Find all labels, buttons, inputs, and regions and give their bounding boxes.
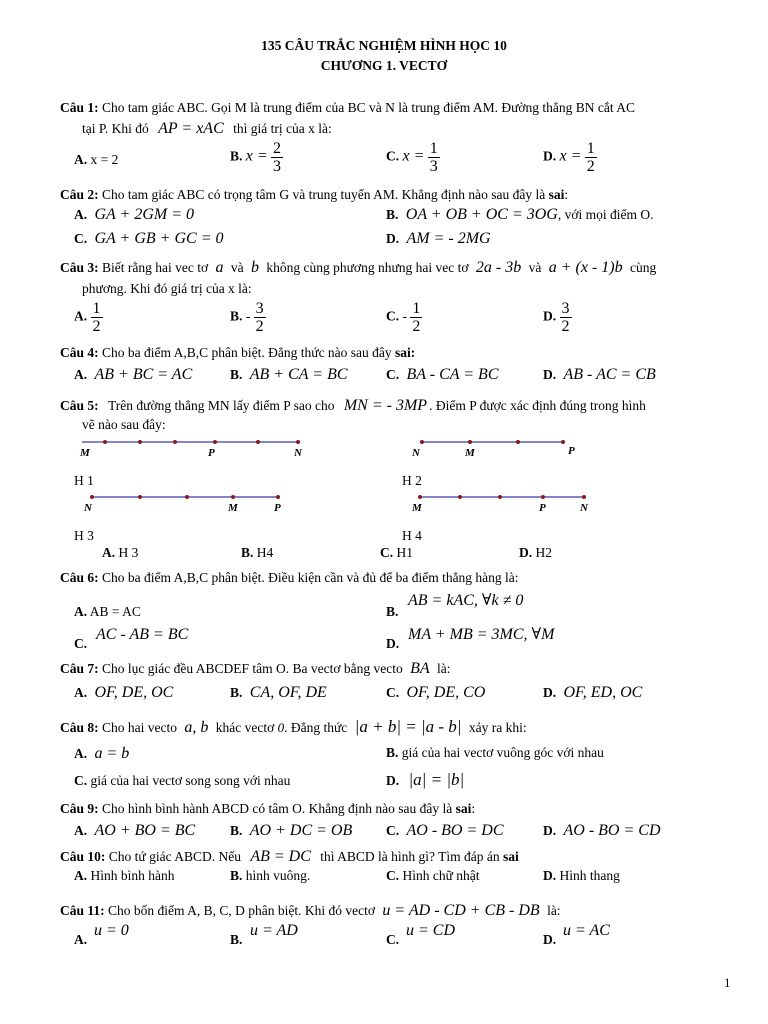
option-key: C.	[380, 545, 394, 560]
q3-text: không cùng phương nhưng hai vec tơ	[266, 260, 469, 275]
q7-label: Câu 7:	[60, 661, 99, 676]
h3-label-p: P	[274, 502, 281, 514]
option-key: B.	[241, 545, 254, 560]
q4-emph: sai:	[395, 345, 416, 360]
denominator: 2	[92, 318, 101, 335]
option-key: A.	[74, 604, 88, 619]
q1-text1: Cho tam giác ABC. Gọi M là trung điểm của BC và N là trung điểm AM. Đường thẳng BN cắt AC	[102, 100, 636, 115]
q7-vec: BA	[410, 660, 430, 677]
q8-vecs: a, b	[184, 719, 209, 736]
q10-option-b[interactable]	[230, 868, 310, 884]
q8-zero: 0	[277, 720, 285, 735]
q11-option-d-math: u = AC	[563, 922, 610, 939]
q2-emph: sai	[548, 187, 565, 202]
option-key: A.	[74, 367, 88, 382]
q5-expr: MN = - 3MP	[343, 397, 428, 414]
q11-text: là:	[547, 903, 561, 918]
option-key: D.	[519, 545, 533, 560]
q4-option-c[interactable]	[386, 366, 498, 384]
option-math: AM = - 2MG	[406, 230, 491, 247]
q6-text: Cho ba điểm A,B,C phân biệt. Điều kiện cần và đủ để ba điểm thẳng hàng là:	[102, 570, 519, 585]
q8-stem	[60, 717, 527, 737]
q5-text: Trên đường thẳng MN lấy điểm P sao cho	[108, 398, 335, 413]
option-tail: , với mọi điểm O.	[557, 207, 654, 222]
q3-option-c[interactable]	[386, 300, 422, 335]
q3-text: Biết rằng hai vec tơ	[102, 260, 209, 275]
q10-emph: sai	[503, 849, 519, 864]
q2-option-d[interactable]	[386, 230, 491, 248]
option-math: GA + GB + GC = 0	[94, 230, 224, 247]
q9-emph: sai	[455, 801, 472, 816]
q11-option-c-math: u = CD	[406, 922, 456, 939]
q1-option-b[interactable]	[230, 140, 283, 175]
numerator: 1	[586, 140, 595, 157]
point-dot	[498, 495, 502, 499]
q7-tail: là:	[437, 661, 451, 676]
point-dot	[458, 495, 462, 499]
q11-expr: u = AD - CD + CB - DB	[382, 902, 540, 919]
q8-option-d[interactable]	[386, 770, 464, 790]
q4-label: Câu 4:	[60, 345, 99, 360]
numerator: 1	[92, 300, 101, 317]
q10-option-a[interactable]	[74, 868, 175, 884]
q6-label: Câu 6:	[60, 570, 99, 585]
numerator: 1	[429, 140, 438, 157]
option-text: AB = AC	[89, 604, 141, 619]
option-key: D.	[543, 148, 557, 164]
q5-option-a[interactable]	[102, 545, 138, 561]
q3-vec-1: 2a - 3b	[475, 259, 522, 276]
q7-option-b[interactable]	[230, 684, 327, 702]
numerator: 3	[561, 300, 570, 317]
option-text: H 3	[118, 545, 139, 560]
q6-option-c-math: AC - AB = BC	[96, 626, 189, 643]
option-math: OF, ED, OC	[563, 684, 643, 701]
q9-option-d[interactable]	[543, 822, 661, 840]
q7-option-a[interactable]	[74, 684, 173, 702]
option-math: AO + BO = BC	[94, 822, 196, 839]
q8-option-a[interactable]	[74, 745, 129, 763]
option-key: C.	[386, 148, 400, 164]
q4-option-b[interactable]	[230, 366, 348, 384]
point-dot	[420, 440, 424, 444]
option-key: A.	[74, 308, 88, 324]
option-sign: -	[402, 308, 407, 324]
option-key: C.	[74, 773, 88, 788]
option-key: C.	[386, 308, 400, 324]
q3-stem	[60, 259, 656, 277]
q1-line1	[60, 100, 635, 116]
q8-option-c[interactable]	[74, 773, 290, 789]
option-math: AB + CA = BC	[249, 366, 348, 383]
option-key: A.	[74, 746, 88, 761]
q3-option-b[interactable]	[230, 300, 266, 335]
q8-option-b[interactable]	[386, 745, 604, 761]
option-math: AB - AC = CB	[563, 366, 656, 383]
page-number: 1	[724, 975, 731, 990]
q6-option-b-math: AB = kAC, ∀k ≠ 0	[408, 592, 524, 609]
figure-h3	[90, 495, 280, 499]
h4-label-n: N	[580, 502, 588, 514]
q2-stem: Câu 2: Cho tam giác ABC có trọng tâm G và trung tuyến AM. Khẳng định nào sau đây là sai:	[60, 187, 569, 202]
option-text: giá của hai vectơ song song với nhau	[90, 773, 291, 788]
h1-caption: H 1	[74, 473, 94, 488]
q3-vec-b: b	[251, 259, 259, 276]
q11-option-a-math: u = 0	[94, 922, 129, 939]
point-dot	[516, 440, 520, 444]
option-key: D.	[543, 932, 557, 947]
q2-label: Câu 2:	[60, 187, 99, 202]
option-text: H1	[396, 545, 413, 560]
option-key: D.	[386, 773, 400, 788]
q3-line2: phương. Khi đó giá trị của x là:	[82, 281, 252, 296]
option-key: C.	[74, 636, 88, 651]
q5-line2: vẽ nào sau đây:	[82, 417, 166, 432]
doc-title: 135 CÂU TRẮC NGHIỆM HÌNH HỌC 10	[261, 38, 507, 53]
option-key: D.	[543, 308, 557, 324]
option-key: B.	[230, 868, 243, 883]
h2-label-m: M	[465, 447, 475, 459]
option-math: GA + 2GM = 0	[94, 206, 195, 223]
fraction	[585, 140, 597, 175]
q6-option-d-math: MA + MB = 3MC, ∀M	[408, 626, 555, 643]
h2-label-p: P	[568, 445, 575, 457]
q9-option-b[interactable]	[230, 822, 352, 840]
q9-text: Cho hình bình hành ABCD có tâm O. Khẳng định nào sau đây là	[102, 801, 453, 816]
q1-option-d[interactable]	[543, 140, 597, 175]
point-dot	[185, 495, 189, 499]
q8-text: khác vectơ	[215, 720, 275, 735]
option-math: |a| = |b|	[408, 770, 465, 789]
q10-text: Cho tứ giác ABCD. Nếu	[108, 849, 241, 864]
option-math: OF, DE, CO	[406, 684, 486, 701]
figure-h2	[420, 440, 565, 444]
option-key: D.	[386, 231, 400, 246]
h1-label-p: P	[208, 447, 215, 459]
q3-text: và	[230, 260, 244, 275]
q10-text: thì ABCD là hình gì? Tìm đáp án	[320, 849, 500, 864]
point-dot	[296, 440, 300, 444]
q5-option-c[interactable]	[380, 545, 413, 561]
denominator: 2	[255, 318, 264, 335]
q8-label: Câu 8:	[60, 720, 99, 735]
q1-expr: AP = xAC	[158, 120, 224, 137]
option-key: C.	[386, 868, 400, 883]
q1-option-a[interactable]	[74, 152, 118, 168]
option-math: x =	[559, 147, 582, 165]
option-text: giá của hai vectơ vuông góc với nhau	[401, 745, 604, 760]
point-dot	[418, 495, 422, 499]
option-math: x =	[245, 147, 268, 165]
fraction	[254, 300, 266, 335]
option-key: B.	[230, 367, 243, 382]
fraction	[271, 140, 283, 175]
fraction	[91, 300, 103, 335]
q6-option-a[interactable]	[74, 604, 141, 620]
point-dot	[582, 495, 586, 499]
option-key: A.	[74, 823, 88, 838]
q5-option-b[interactable]	[241, 545, 273, 561]
option-key: A.	[74, 868, 88, 883]
q2-text: Cho tam giác ABC có trọng tâm G và trung tuyến AM. Khẳng định nào sau đây là	[102, 187, 546, 202]
denominator: 3	[429, 158, 438, 175]
option-key: A.	[74, 152, 88, 167]
q2-option-b[interactable]	[386, 206, 654, 224]
h1-label-m: M	[80, 447, 90, 459]
h2-label-n: N	[412, 447, 420, 459]
option-math: x =	[402, 147, 425, 165]
q6-option-b-key[interactable]	[386, 604, 398, 620]
option-text: H4	[256, 545, 274, 560]
option-key: B.	[230, 932, 243, 947]
point-dot	[256, 440, 260, 444]
point-dot	[541, 495, 545, 499]
q7-stem	[60, 660, 451, 678]
denominator: 3	[273, 158, 282, 175]
numerator: 2	[273, 140, 282, 157]
h1-label-n: N	[294, 447, 302, 459]
q3-vec-a: a	[215, 259, 224, 276]
point-dot	[213, 440, 217, 444]
q1-text3: thì giá trị của x là:	[233, 121, 332, 136]
q6-stem	[60, 570, 519, 586]
q1-line2	[82, 120, 332, 138]
q3-vec-2: a + (x - 1)b	[548, 259, 623, 276]
option-text: Hình thang	[559, 868, 620, 883]
q11-text: Cho bốn điểm A, B, C, D phân biệt. Khi đó vectơ	[108, 903, 376, 918]
point-dot	[103, 440, 107, 444]
q9-tail: :	[471, 801, 476, 816]
q7-option-d[interactable]	[543, 684, 642, 702]
q9-stem	[60, 801, 475, 817]
option-math: a = b	[94, 745, 130, 762]
option-key: B.	[386, 604, 399, 619]
option-key: B.	[230, 685, 243, 700]
option-key: B.	[230, 308, 243, 324]
h2-caption: H 2	[402, 473, 422, 488]
q1-label: Câu 1:	[60, 100, 99, 115]
option-key: D.	[543, 685, 557, 700]
h3-label-m: M	[228, 502, 238, 514]
q2-option-c[interactable]	[74, 230, 223, 248]
option-math: AB + BC = AC	[94, 366, 193, 383]
option-math: AO + DC = OB	[249, 822, 353, 839]
h4-label-p: P	[539, 502, 546, 514]
point-dot	[90, 495, 94, 499]
q3-text: cùng	[629, 260, 657, 275]
q10-stem	[60, 848, 519, 866]
q4-stem	[60, 345, 415, 361]
option-text: hình vuông.	[245, 868, 311, 883]
option-math: OF, DE, OC	[94, 684, 174, 701]
point-dot	[276, 495, 280, 499]
point-dot	[561, 440, 565, 444]
denominator: 2	[586, 158, 595, 175]
q4-option-d[interactable]	[543, 366, 656, 384]
q11-option-a[interactable]	[74, 932, 87, 948]
q6-option-d-key[interactable]	[386, 636, 399, 652]
q5-text: . Điểm P được xác định đúng trong hình	[429, 398, 646, 413]
q8-text: Cho hai vecto	[102, 720, 177, 735]
q3-label: Câu 3:	[60, 260, 99, 275]
option-key: B.	[386, 207, 399, 222]
denominator: 2	[412, 318, 421, 335]
option-key: D.	[543, 823, 557, 838]
option-key: D.	[543, 868, 557, 883]
point-dot	[468, 440, 472, 444]
h4-caption: H 4	[402, 528, 422, 543]
option-math: CA, OF, DE	[249, 684, 327, 701]
q8-text: xảy ra khi:	[468, 720, 527, 735]
option-key: C.	[386, 367, 400, 382]
option-math: BA - CA = BC	[406, 366, 499, 383]
q9-option-c[interactable]	[386, 822, 504, 840]
h4-label-m: M	[412, 502, 422, 514]
q9-label: Câu 9:	[60, 801, 99, 816]
q5-label: Câu 5:	[60, 398, 99, 413]
point-dot	[138, 440, 142, 444]
q3-text: và	[528, 260, 542, 275]
q10-expr: AB = DC	[250, 848, 311, 865]
denominator: 2	[561, 318, 570, 335]
q5-figures	[0, 430, 768, 520]
q11-option-d[interactable]	[543, 932, 556, 948]
option-key: D.	[386, 636, 400, 651]
option-key: C.	[386, 932, 400, 947]
option-text: H2	[535, 545, 552, 560]
option-key: B.	[230, 148, 243, 164]
q10-option-d[interactable]	[543, 868, 620, 884]
numerator: 1	[412, 300, 421, 317]
q10-option-c[interactable]	[386, 868, 480, 884]
q7-text: Cho lục giác đều ABCDEF tâm O. Ba vectơ bằng vecto	[102, 661, 403, 676]
q10-label: Câu 10:	[60, 849, 106, 864]
q8-text: . Đẳng thức	[284, 720, 348, 735]
q3-option-a[interactable]	[74, 300, 103, 335]
q11-stem	[60, 902, 561, 920]
q11-option-b[interactable]	[230, 932, 242, 948]
option-key: A.	[74, 932, 88, 947]
q2-option-a[interactable]	[74, 206, 194, 224]
q3-option-d[interactable]	[543, 300, 572, 335]
option-text: x = 2	[90, 152, 119, 167]
option-text: Hình bình hành	[90, 868, 175, 883]
chapter-title: CHƯƠNG 1. VECTƠ	[320, 58, 448, 73]
option-key: C.	[386, 685, 400, 700]
q4-text: Cho ba điểm A,B,C phân biệt. Đẳng thức nào sau đây	[102, 345, 392, 360]
option-key: A.	[102, 545, 116, 560]
h3-label-n: N	[84, 502, 92, 514]
option-key: D.	[543, 367, 557, 382]
q6-option-c-key[interactable]	[74, 636, 87, 652]
figure-h4	[418, 495, 586, 499]
point-dot	[231, 495, 235, 499]
q9-option-a[interactable]	[74, 822, 195, 840]
q4-option-a[interactable]	[74, 366, 192, 384]
q1-text2: tại P. Khi đó	[82, 121, 149, 136]
q11-label: Câu 11:	[60, 903, 105, 918]
option-text: Hình chữ nhật	[402, 868, 480, 883]
option-key: B.	[386, 745, 399, 760]
q11-option-b-math: u = AD	[250, 922, 298, 939]
fraction	[560, 300, 572, 335]
option-key: C.	[386, 823, 400, 838]
q7-option-c[interactable]	[386, 684, 485, 702]
option-math: AO - BO = CD	[563, 822, 661, 839]
q1-option-c[interactable]	[386, 140, 440, 175]
option-math: AO - BO = DC	[406, 822, 504, 839]
option-math: OA + OB + OC = 3OG	[405, 206, 558, 223]
q5-option-d[interactable]	[519, 545, 552, 561]
option-key: B.	[230, 823, 243, 838]
figure-h1	[82, 440, 300, 444]
option-key: A.	[74, 685, 88, 700]
point-dot	[138, 495, 142, 499]
fraction	[410, 300, 422, 335]
q8-expr: |a + b| = |a - b|	[354, 717, 462, 736]
q5-stem	[60, 397, 646, 415]
option-key: C.	[74, 231, 88, 246]
q11-option-c[interactable]	[386, 932, 399, 948]
numerator: 3	[255, 300, 264, 317]
option-key: A.	[74, 207, 88, 222]
option-sign: -	[245, 308, 251, 324]
point-dot	[173, 440, 177, 444]
fraction	[428, 140, 440, 175]
h3-caption: H 3	[74, 528, 94, 543]
